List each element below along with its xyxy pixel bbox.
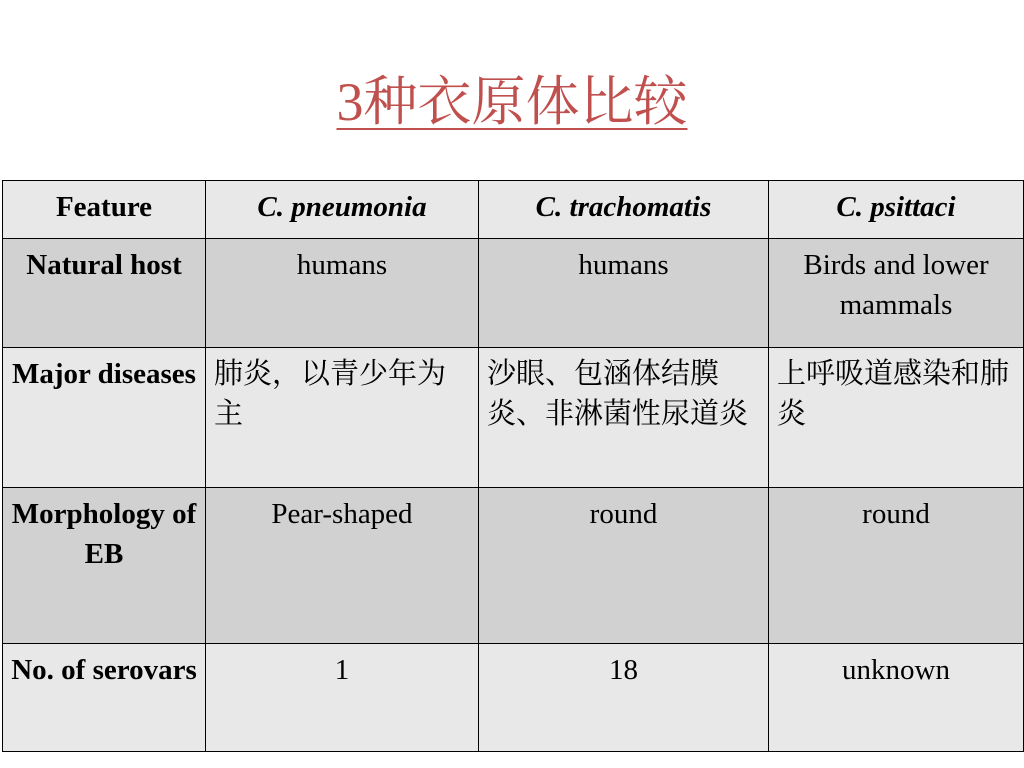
- table-cell: Pear-shaped: [206, 488, 479, 644]
- header-c-psittaci: C. psittaci: [769, 181, 1024, 239]
- table-row: [3, 644, 1024, 752]
- table-cell: round: [769, 488, 1024, 644]
- header-feature: Feature: [3, 181, 206, 239]
- table-header-row: [3, 181, 1024, 239]
- table-cell: 上呼吸道感染和肺炎: [769, 348, 1024, 488]
- row-label-natural-host: Natural host: [3, 239, 206, 348]
- table-cell: round: [479, 488, 769, 644]
- table-cell: 肺炎，以青少年为主: [206, 348, 479, 488]
- table-cell: 沙眼、包涵体结膜炎、非淋菌性尿道炎: [479, 348, 769, 488]
- table-cell: Birds and lower mammals: [769, 239, 1024, 348]
- comparison-table: [2, 180, 1024, 752]
- row-label-no-of-serovars: No. of serovars: [3, 644, 206, 752]
- row-label-morphology-of-eb: Morphology of EB: [3, 488, 206, 644]
- row-label-major-diseases: Major diseases: [3, 348, 206, 488]
- table-row: [3, 488, 1024, 644]
- table-row: [3, 239, 1024, 348]
- table-cell: 18: [479, 644, 769, 752]
- table-cell: humans: [479, 239, 769, 348]
- slide-title: 3种衣原体比较: [336, 72, 688, 132]
- table-cell: unknown: [769, 644, 1024, 752]
- table-cell: 1: [206, 644, 479, 752]
- table-row: [3, 348, 1024, 488]
- header-c-pneumonia: C. pneumonia: [206, 181, 479, 239]
- header-c-trachomatis: C. trachomatis: [479, 181, 769, 239]
- table-cell: humans: [206, 239, 479, 348]
